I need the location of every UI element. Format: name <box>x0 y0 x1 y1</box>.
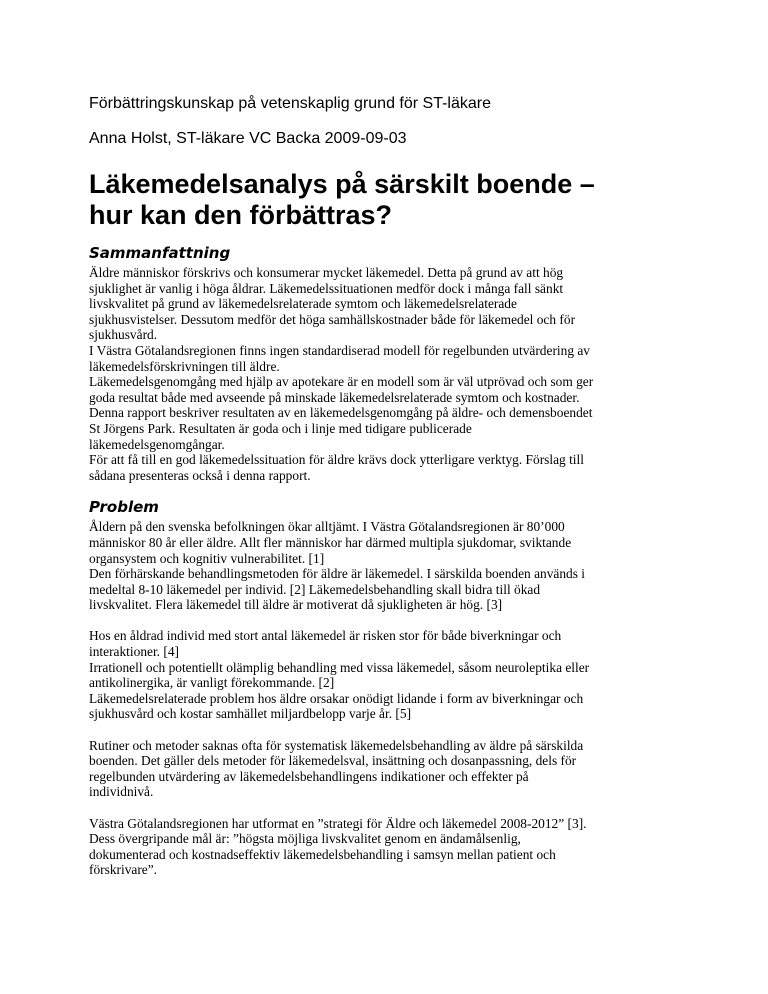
course-title: Förbättringskunskap på vetenskaplig grund för ST-läkare <box>89 95 491 112</box>
document-page <box>89 94 689 878</box>
author-line: Anna Holst, ST-läkare VC Backa 2009-09-03 <box>89 130 407 147</box>
problem-paragraph: Hos en åldrad individ med stort antal läkemedel är risken stor för både biverkningar och interaktioner. [4] Irrationell och potentiellt olämplig behandling med vissa läkemedel, såsom neuroleptika eller antikolinergika, är vanligt förekommande. [2] Läkemedelsrelaterade problem hos äldre orsakar onödigt lidande i form av biverkningar och sjukhusvård och kostar samhället miljardbelopp varje år. [5] <box>89 628 590 722</box>
problem-heading: Problem <box>89 498 159 517</box>
summary-text: Äldre människor förskrivs och konsumerar mycket läkemedel. Detta på grund av att hög sjuklighet är vanlig i höga åldrar. Läkemedelssituationen medför dock i många fall sänkt livskvalitet på grund av läkemedelsrelaterade symtom och läkemedelsrelaterade sjukhusvistelser. Dessutom medför det höga samhällskostnader både för läkemedel och för sjukhusvård. I Västra Götalandsregionen finns ingen standardiserad modell för regelbunden utvärdering av läkemedelsförskrivningen till äldre. Läkemedelsgenomgång med hjälp av apotekare är en modell som är väl utprövad och som ger goda resultat både med avseende på minskade läkemedelsrelaterade symtom och kostnader. Denna rapport beskriver resultaten av en läkemedelsgenomgång på äldre- och demensboendet St Jörgens Park. Resultaten är goda och i linje med tidigare publicerade läkemedelsgenomgångar. För att få till en god läkemedelssituation för äldre krävs dock ytterligare verktyg. Förslag till sådana presenteras också i denna rapport. <box>89 265 594 483</box>
summary-heading: Sammanfattning <box>89 244 231 262</box>
problem-paragraph: Rutiner och metoder saknas ofta för systematisk läkemedelsbehandling av äldre på särskilda boenden. Det gäller dels metoder för läkemedelsval, insättning och dosanpassning, dels för regelbunden utvärdering av läkemedelsbehandlingens indikationer och effekter på individnivå. <box>89 737 584 800</box>
document-title: Läkemedelsanalys på särskilt boende – hur kan den förbättras? <box>89 169 595 230</box>
problem-paragraph: Åldern på den svenska befolkningen ökar alltjämt. I Västra Götalandsregionen är 80’000 människor 80 år eller äldre. Allt fler människor har därmed multipla sjukdomar, sviktande organsystem och kognitiv vulnerabilitet. [1] Den förhärskande behandlingsmetoden för äldre är läkemedel. I särskilda boenden används i medeltal 8-10 läkemedel per individ. [2] Läkemedelsbehandling skall bidra till ökad livskvalitet. Flera läkemedel till äldre är motiverat då sjukligheten är hög. [3] <box>89 519 586 613</box>
problem-paragraph: Västra Götalandsregionen har utformat en ”strategi för Äldre och läkemedel 2008-2012” [3]. Dess övergripande mål är: ”högsta möjliga livskvalitet genom en ändamålsenlig, dokumenterad och kostnadseffektiv läkemedelsbehandling i samsyn mellan patient och förskrivare”. <box>89 815 587 878</box>
